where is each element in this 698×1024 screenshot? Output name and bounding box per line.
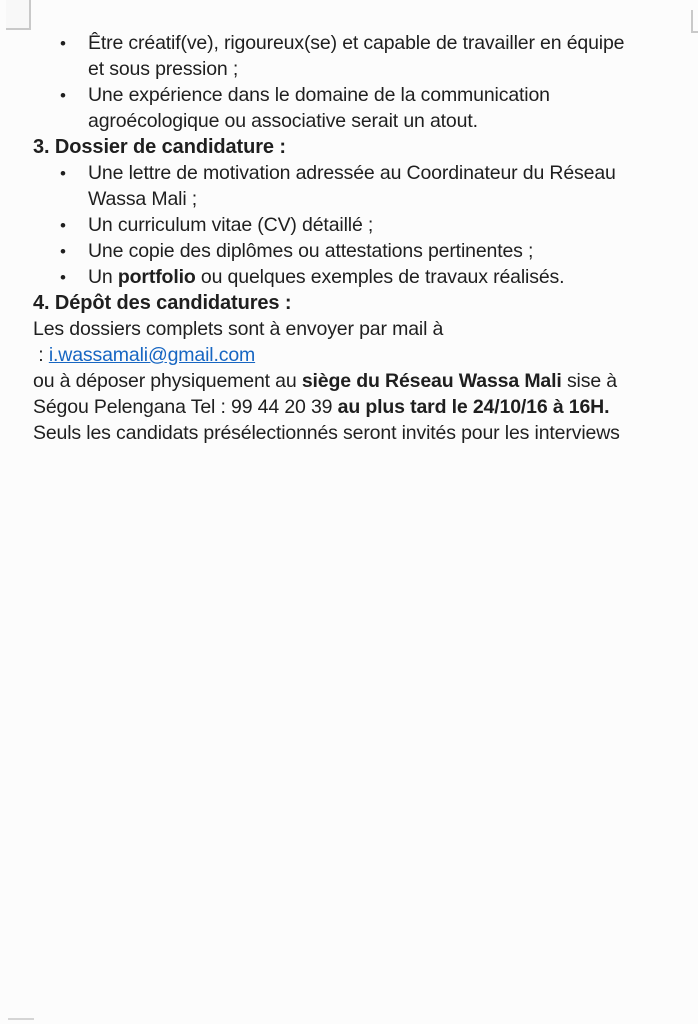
text-plain: Ségou Pelengana Tel : 99 44 20 39 — [33, 396, 338, 418]
list-item-text: Un curriculum vitae (CV) détaillé ; — [88, 214, 374, 236]
list-item-text-plain: Un — [88, 266, 118, 288]
page-corner-mark-bottom-left — [8, 1018, 34, 1024]
text-line: Les dossiers complets sont à envoyer par mail à — [33, 318, 444, 340]
bullet-icon: • — [60, 34, 66, 53]
list-item — [33, 30, 692, 82]
text-plain: sise à — [561, 370, 617, 392]
bullet-icon: • — [60, 86, 66, 105]
text-plain: ou à déposer physiquement au — [33, 370, 302, 392]
document-content — [0, 0, 698, 446]
list-item — [33, 82, 692, 134]
list-item-text: Être créatif(ve), rigoureux(se) et capable de travailler en équipe — [88, 32, 625, 54]
text-line: Seuls les candidats présélectionnés seront invités pour les interviews — [33, 422, 620, 444]
list-item-text: Une expérience dans le domaine de la communication — [88, 84, 550, 106]
email-prefix: : — [33, 344, 49, 366]
depot-paragraph — [33, 316, 692, 420]
bullet-icon: • — [60, 216, 66, 235]
text-bold: au plus tard le 24/10/16 à 16H. — [337, 396, 610, 418]
list-item — [33, 160, 692, 212]
bullet-icon: • — [60, 268, 66, 287]
list-item-text: agroécologique ou associative serait un atout. — [88, 110, 478, 132]
list-item-text: Une lettre de motivation adressée au Coordinateur du Réseau — [88, 162, 616, 184]
list-item-text-bold: portfolio — [117, 266, 196, 288]
list-item — [33, 264, 692, 290]
closing-note — [33, 420, 692, 446]
list-item-text — [88, 264, 692, 290]
bullet-icon: • — [60, 164, 66, 183]
dossier-list — [33, 160, 692, 290]
list-item — [33, 212, 692, 238]
list-item-text: et sous pression ; — [88, 58, 239, 80]
text-line — [33, 368, 692, 394]
list-item — [33, 238, 692, 264]
list-item-text: Wassa Mali ; — [88, 188, 198, 210]
section-heading-depot: 4. Dépôt des candidatures : — [33, 292, 292, 314]
text-bold: siège du Réseau Wassa Mali — [301, 370, 562, 392]
email-link[interactable]: i.wassamali@gmail.com — [48, 344, 256, 366]
section-heading-dossier: 3. Dossier de candidature : — [33, 136, 286, 158]
list-item-text-plain: ou quelques exemples de travaux réalisés. — [195, 266, 565, 288]
text-line — [33, 342, 692, 368]
bullet-icon: • — [60, 242, 66, 261]
text-line — [33, 394, 692, 420]
list-item-text: Une copie des diplômes ou attestations pertinentes ; — [88, 240, 534, 262]
requirements-list — [33, 30, 692, 134]
